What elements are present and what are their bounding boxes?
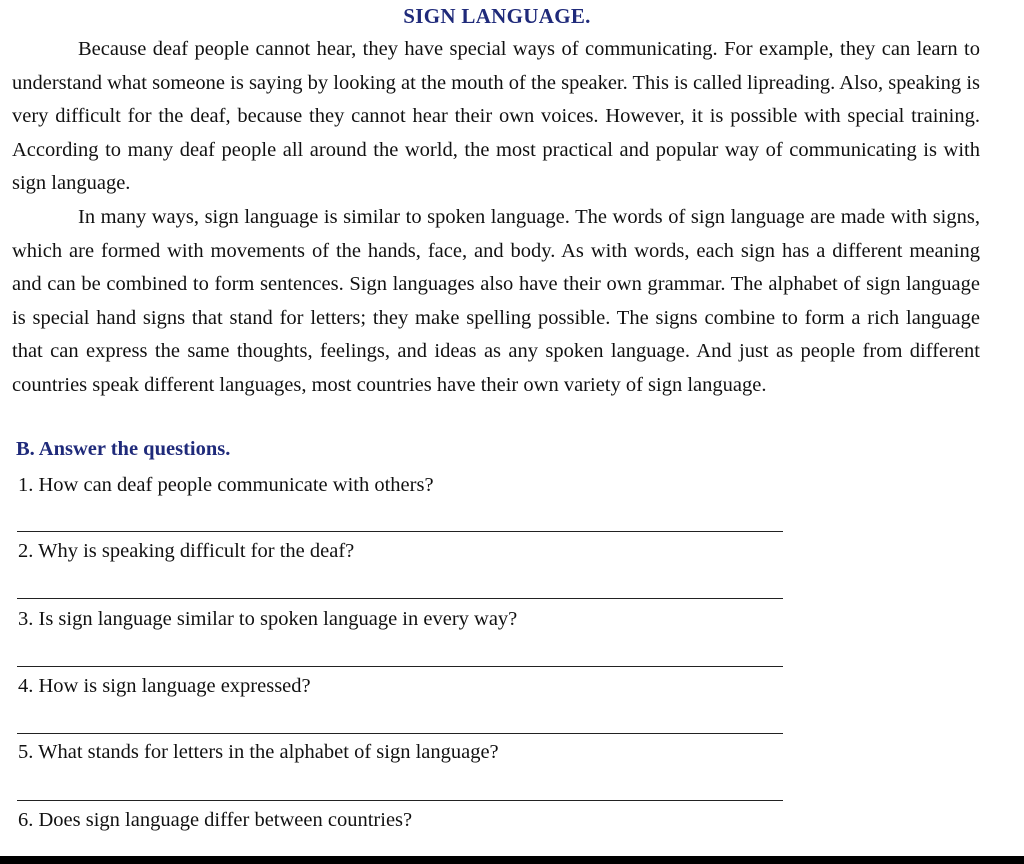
question-5: 5. What stands for letters in the alphabet of sign language? bbox=[18, 741, 499, 763]
page-title: SIGN LANGUAGE. bbox=[403, 4, 591, 28]
answer-line-5[interactable] bbox=[17, 800, 783, 801]
answer-line-2[interactable] bbox=[17, 598, 783, 599]
bottom-border bbox=[0, 856, 1024, 864]
section-b-heading: B. Answer the questions. bbox=[16, 438, 231, 460]
question-2: 2. Why is speaking difficult for the deaf? bbox=[18, 540, 355, 562]
answer-line-1[interactable] bbox=[17, 531, 783, 532]
answer-line-4[interactable] bbox=[17, 733, 783, 734]
question-4: 4. How is sign language expressed? bbox=[18, 675, 311, 697]
question-3: 3. Is sign language similar to spoken language in every way? bbox=[18, 608, 518, 630]
answer-line-3[interactable] bbox=[17, 666, 783, 667]
question-6: 6. Does sign language differ between countries? bbox=[18, 809, 413, 831]
reading-paragraph-2: In many ways, sign language is similar to spoken language. The words of sign language are made with signs, which are formed with movements of the hands, face, and body. As with words, each sign has a different meaning and can be combined to form sentences. Sign languages also have their own grammar. The alphabet of sign language is special hand signs that stand for letters; they make spelling possible. The signs combine to form a rich language that can express the same thoughts, feelings, and ideas as any spoken language. And just as people from different countries speak different languages, most countries have their own variety of sign language. bbox=[12, 206, 980, 396]
reading-paragraph-1: Because deaf people cannot hear, they have special ways of communicating. For example, they can learn to understand what someone is saying by looking at the mouth of the speaker. This is called lipreading. Also, speaking is very difficult for the deaf, because they cannot hear their own voices. However, it is possible with special training. According to many deaf people all around the world, the most practical and popular way of communicating is with sign language. bbox=[12, 38, 980, 195]
question-1: 1. How can deaf people communicate with others? bbox=[18, 474, 434, 496]
